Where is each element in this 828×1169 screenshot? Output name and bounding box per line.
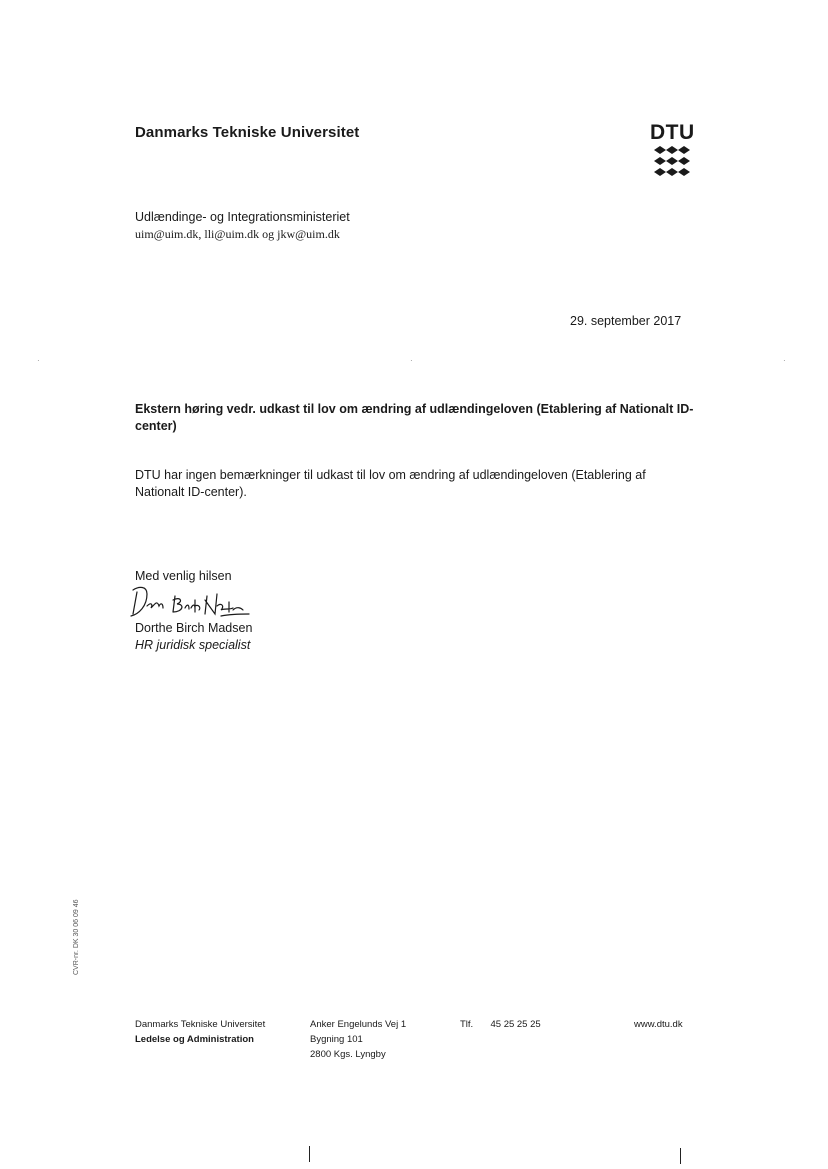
- footer-website: www.dtu.dk: [634, 1019, 683, 1030]
- scan-artifact: ·: [37, 356, 40, 365]
- letter-subject: Ekstern høring vedr. udkast til lov om ændring af udlændingeloven (Etablering af Nationalt ID-center): [135, 402, 694, 433]
- logo-diamonds-icon: [650, 144, 694, 180]
- footer-phone-number: 45 25 25 25: [490, 1019, 541, 1030]
- recipient-block: [135, 209, 350, 243]
- footer-address: [310, 1017, 406, 1062]
- signer-name: Dorthe Birch Madsen: [135, 621, 253, 635]
- recipient-emails: uim@uim.dk, lli@uim.dk og jkw@uim.dk: [135, 227, 340, 241]
- footer-phone: [460, 1017, 541, 1032]
- scan-artifact: ·: [783, 356, 786, 365]
- cvr-number: CVR-nr. DK 30 06 09 46: [73, 899, 80, 975]
- logo-text: DTU: [650, 121, 695, 144]
- fold-mark: [680, 1148, 681, 1164]
- footer-organization: [135, 1017, 265, 1047]
- letter-body: DTU har ingen bemærkninger til udkast til lov om ændring af udlændingeloven (Etablering af Nationalt ID-center).: [135, 468, 646, 499]
- handwritten-signature: [125, 582, 255, 622]
- scan-artifact: ·: [410, 356, 413, 365]
- fold-mark: [309, 1146, 310, 1162]
- footer-department: Ledelse og Administration: [135, 1034, 254, 1045]
- closing-greeting: Med venlig hilsen: [135, 569, 232, 583]
- organization-name: Danmarks Tekniske Universitet: [135, 124, 360, 141]
- footer-address-line1: Anker Engelunds Vej 1: [310, 1019, 407, 1030]
- footer-phone-label: Tlf.: [460, 1019, 474, 1030]
- signer-title: HR juridisk specialist: [135, 638, 251, 652]
- dtu-logo: [650, 122, 694, 184]
- footer-address-line3: 2800 Kgs. Lyngby: [310, 1049, 386, 1060]
- footer-org-name: Danmarks Tekniske Universitet: [135, 1019, 266, 1030]
- letter-date: 29. september 2017: [570, 314, 682, 328]
- recipient-name: Udlændinge- og Integrationsministeriet: [135, 210, 350, 224]
- footer-address-line2: Bygning 101: [310, 1034, 363, 1045]
